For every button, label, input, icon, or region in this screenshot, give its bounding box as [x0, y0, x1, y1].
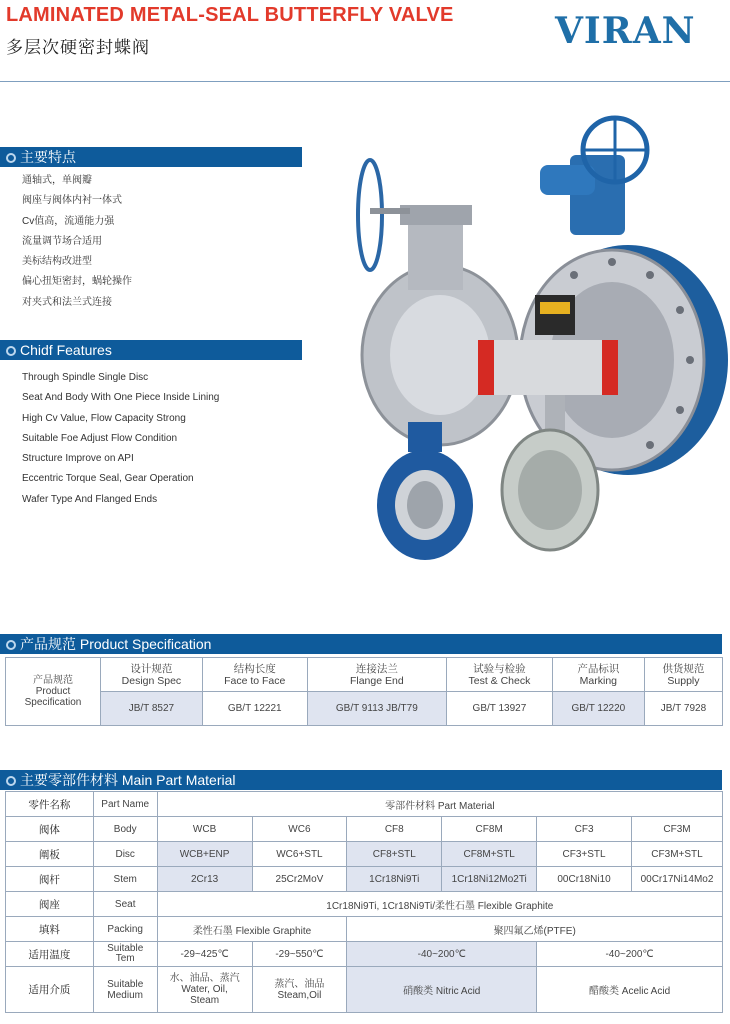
part-name-en: Seat [93, 892, 157, 917]
part-name-cn: 阀座 [6, 892, 94, 917]
part-name-cn: 适用介质 [6, 967, 94, 1013]
table-row [6, 942, 723, 967]
features-cn-list [22, 171, 132, 313]
spec-value: JB/T 8527 [101, 692, 203, 726]
table-cell: CF8M+STL [442, 842, 537, 867]
table-row [6, 892, 723, 917]
table-cell: CF8M [442, 817, 537, 842]
spec-col-header: 供货规范 Supply [644, 658, 722, 692]
gear-icon [6, 346, 16, 356]
table-cell: 1Cr18Ni9Ti [347, 867, 442, 892]
table-cell: 00Cr17Ni14Mo2 [632, 867, 723, 892]
table-cell: WCB+ENP [157, 842, 252, 867]
table-cell: 25Cr2MoV [252, 867, 347, 892]
table-cell: 聚四氟乙烯(PTFE) [347, 917, 723, 942]
material-heading [0, 770, 722, 790]
part-name-en: Packing [93, 917, 157, 942]
table-cell: -29~425℃ [157, 942, 252, 967]
spec-col-header: 设计规范 Design Spec [101, 658, 203, 692]
table-row [6, 658, 723, 692]
features-cn-heading-label: 主要特点 [20, 149, 76, 165]
brand-logo: VIRAN [555, 10, 696, 52]
spec-table [5, 657, 723, 726]
spec-col-header: 连接法兰 Flange End [307, 658, 446, 692]
table-cell: 硝酸类 Nitric Acid [347, 967, 537, 1013]
spec-value: JB/T 7928 [644, 692, 722, 726]
gear-icon [6, 640, 16, 650]
page-title: LAMINATED METAL-SEAL BUTTERFLY VALVE [6, 4, 454, 26]
material-heading-label: 主要零部件材料 Main Part Material [20, 772, 236, 788]
part-name-cn: 阐板 [6, 842, 94, 867]
table-cell: 柔性石墨 Flexible Graphite [157, 917, 347, 942]
spec-value: GB/T 12220 [552, 692, 644, 726]
material-table [5, 791, 723, 1013]
table-cell: 1Cr18Ni9Ti, 1Cr18Ni9Ti/柔性石墨 Flexible Graphite [157, 892, 722, 917]
valve-product-photo [350, 110, 730, 570]
features-en-list [22, 368, 219, 510]
list-item: 阀座与阀体内衬一体式 [22, 195, 122, 207]
table-cell: CF3 [537, 817, 632, 842]
spec-row-label [6, 658, 101, 726]
table-cell: WC6+STL [252, 842, 347, 867]
table-header: 零件名称 [6, 792, 94, 817]
table-cell: 醋酸类 Acelic Acid [537, 967, 723, 1013]
table-cell: -40~200℃ [537, 942, 723, 967]
spec-col-header: 结构长度 Face to Face [202, 658, 307, 692]
list-item: 通轴式，单阀瓣 [22, 175, 92, 186]
part-name-en: Disc [93, 842, 157, 867]
table-cell: 2Cr13 [157, 867, 252, 892]
table-cell: WCB [157, 817, 252, 842]
table-cell: 1Cr18Ni12Mo2Ti [442, 867, 537, 892]
list-item: 流量调节场合适用 [22, 235, 102, 247]
table-cell: -29~550℃ [252, 942, 347, 967]
spec-value: GB/T 9113 JB/T79 [307, 692, 446, 726]
spec-heading-label: 产品规范 Product Specification [20, 636, 212, 652]
part-name-cn: 适用温度 [6, 942, 94, 967]
part-name-en: Body [93, 817, 157, 842]
features-en-heading-label: Chidf Features [20, 342, 112, 358]
spec-value: GB/T 13927 [447, 692, 553, 726]
spec-value: GB/T 12221 [202, 692, 307, 726]
part-name-cn: 填料 [6, 917, 94, 942]
part-name-en: Stem [93, 867, 157, 892]
list-item: Wafer Type And Flanged Ends [22, 493, 158, 505]
part-name-en: Suitable Tem [93, 942, 157, 967]
table-cell: 水、油品、蒸汽 Water, Oil, Steam [157, 967, 252, 1013]
features-en-heading [0, 340, 302, 360]
list-item: Cv值高，流通能力强 [22, 215, 115, 227]
list-item: Suitable Foe Adjust Flow Condition [22, 432, 178, 444]
table-cell: WC6 [252, 817, 347, 842]
table-cell: CF8+STL [347, 842, 442, 867]
spec-label-cn: 产品规范 [33, 675, 73, 686]
spec-label-en2: Specification [24, 697, 82, 708]
list-item: Seat And Body With One Piece Inside Lining [22, 392, 220, 404]
header-divider [0, 81, 730, 82]
list-item: Eccentric Torque Seal, Gear Operation [22, 473, 194, 485]
table-header: 零部件材料 Part Material [157, 792, 722, 817]
features-cn-heading [0, 147, 302, 167]
table-header: Part Name [93, 792, 157, 817]
gear-icon [6, 776, 16, 786]
spec-col-header: 试验与检验 Test & Check [447, 658, 553, 692]
table-row [6, 867, 723, 892]
page-subtitle-cn: 多层次硬密封蝶阀 [6, 38, 150, 57]
spec-label-en1: Product [35, 686, 71, 697]
spec-heading [0, 634, 722, 654]
table-row [6, 792, 723, 817]
table-cell: CF8 [347, 817, 442, 842]
table-row [6, 817, 723, 842]
part-name-cn: 阀体 [6, 817, 94, 842]
table-cell: CF3+STL [537, 842, 632, 867]
list-item: 美标结构改进型 [22, 256, 92, 268]
part-name-cn: 阀杆 [6, 867, 94, 892]
spec-col-header: 产品标识 Marking [552, 658, 644, 692]
table-row [6, 842, 723, 867]
list-item: 偏心扭矩密封，蜗轮操作 [22, 276, 132, 288]
table-cell: CF3M+STL [632, 842, 723, 867]
table-row [6, 917, 723, 942]
part-name-en: Suitable Medium [93, 967, 157, 1013]
list-item: High Cv Value, Flow Capacity Strong [22, 412, 186, 424]
table-cell: -40~200℃ [347, 942, 537, 967]
table-cell: CF3M [632, 817, 723, 842]
table-cell: 蒸汽、油品 Steam,Oil [252, 967, 347, 1013]
list-item: 对夹式和法兰式连接 [22, 296, 112, 308]
table-row [6, 967, 723, 1013]
table-cell: 00Cr18Ni10 [537, 867, 632, 892]
list-item: Through Spindle Single Disc [22, 372, 149, 383]
gear-icon [6, 153, 16, 163]
table-row [6, 692, 723, 726]
list-item: Structure Improve on API [22, 453, 134, 465]
